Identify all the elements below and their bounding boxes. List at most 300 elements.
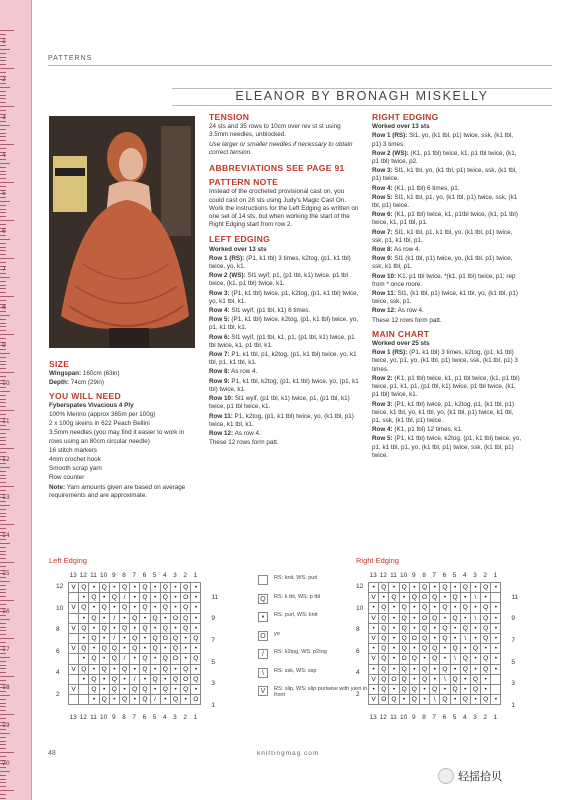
row-text: (K1, p1 tbl) 6 times, p1. (394, 184, 460, 192)
ruler-tick (0, 440, 6, 441)
title-rule-bottom (172, 105, 552, 106)
ruler-tick (0, 589, 6, 590)
row-label: Row 2: (372, 374, 393, 382)
stitch-cell: Q (419, 644, 429, 654)
ruler-tick (0, 148, 6, 149)
row-text: Sl1 wyif, p1, (p1 tbl, k1) twice, p1 tbl twice, (k1, p1 tbl) twice, k1. (209, 272, 348, 288)
stitch-cell: Q (150, 644, 160, 654)
stitch-cell: Q (399, 603, 409, 613)
ruler-tick (0, 642, 6, 643)
stitch-cell: Q (460, 664, 470, 674)
stitch-cell: Q (399, 674, 409, 684)
column-number: 10 (100, 572, 108, 579)
stitch-cell: Q (481, 695, 491, 705)
ruler-tick (0, 133, 6, 134)
ruler-tick (0, 53, 6, 54)
ruler-tick (0, 87, 10, 88)
stitch-cell: • (140, 633, 150, 643)
stitch-cell: • (409, 674, 419, 684)
row-number: 5 (511, 658, 516, 666)
stitch-cell: Q (109, 654, 119, 664)
ruler-tick (0, 744, 6, 745)
stitch-cell: • (470, 583, 480, 593)
stitch-cell: • (450, 623, 460, 633)
row-label: Row 11: (209, 412, 233, 420)
instruction-row (372, 185, 522, 193)
stitch-cell: • (109, 583, 119, 593)
ruler-tick (0, 277, 10, 278)
ruler-tick (0, 292, 6, 293)
note-text: Yarn amounts given are based on average requirements and are approximate. (49, 483, 186, 499)
site-url: knittingmag.com (257, 750, 320, 757)
column-numbers-top (68, 572, 200, 579)
column-number: 10 (100, 713, 108, 721)
stitch-cell: Q (140, 695, 150, 705)
stitch-cell: Q (430, 654, 440, 664)
key-entry (258, 649, 368, 659)
key-symbol: / (258, 649, 268, 659)
instruction-row (372, 307, 522, 315)
chart-row (69, 603, 201, 613)
ruler-number: 7 (2, 266, 6, 273)
stitch-cell: Q (119, 695, 129, 705)
stitch-cell: O (181, 593, 191, 603)
stitch-cell: • (99, 654, 109, 664)
stitch-cell: Q (140, 593, 150, 603)
stitch-cell: V (69, 644, 79, 654)
column-numbers-bottom (368, 714, 500, 721)
ruler-tick (0, 159, 6, 160)
ruler-tick (0, 490, 6, 491)
stitch-cell: • (409, 613, 419, 623)
right-edging-heading: RIGHT EDGING (372, 112, 439, 122)
stitch-cell: O (419, 593, 429, 603)
row-text: (K1, p1 tbl) twice, k1, p1tbl twice, (k1, p1 tbl) twice, k1, p1 tbl, p1. (372, 211, 518, 227)
row-text: These 12 rows form patt. (209, 439, 279, 447)
instruction-row (372, 255, 522, 271)
stitch-cell: O (181, 674, 191, 684)
ruler-number: 9 (2, 342, 6, 349)
column-number: 9 (412, 713, 416, 721)
stitch-cell: • (409, 583, 419, 593)
stitch-cell: Q (399, 664, 409, 674)
ruler-tick (0, 395, 6, 396)
ruler-tick (0, 741, 6, 742)
need-heading: YOU WILL NEED (49, 390, 122, 401)
ruler-tick (0, 281, 6, 282)
stitch-cell: Q (481, 613, 491, 623)
instruction-row (372, 426, 522, 434)
row-number: 10 (356, 604, 364, 612)
stitch-cell: • (119, 674, 129, 684)
stitch-cell: Q (170, 633, 180, 643)
stitch-cell: • (440, 684, 450, 694)
row-text: (P1, k1 tbl) twice, k2tog, (p1, k1 tbl) twice, yo, p1, k1 tbl, p1, yo, (k1 tbl, p1) twice, ssk, (k1 tbl, p1) twice. (372, 435, 522, 459)
ruler-tick (0, 767, 6, 768)
ruler-tick (0, 604, 6, 605)
stitch-cell: • (150, 623, 160, 633)
stitch-cell: • (191, 623, 201, 633)
chart-row (69, 613, 201, 623)
instruction-row (209, 378, 359, 394)
ruler-tick (0, 106, 14, 107)
ruler-tick (0, 125, 10, 126)
ruler-tick (0, 95, 6, 96)
stitch-cell: • (89, 664, 99, 674)
row-number: 9 (211, 615, 216, 623)
stitch-cell: Q (150, 633, 160, 643)
ruler-tick (0, 551, 6, 552)
stitch-cell: V (369, 654, 379, 664)
stitch-cell: • (460, 613, 470, 623)
ruler-tick (0, 600, 14, 601)
key-text: RS: k2tog, WS: p2tog (274, 649, 327, 655)
column-number: 6 (442, 572, 447, 579)
row-text: As row 4. (394, 246, 421, 254)
column-number: 8 (422, 572, 426, 579)
stitch-cell: • (170, 593, 180, 603)
row-label: Row 10: (372, 272, 397, 280)
ruler-tick (0, 653, 6, 654)
ruler-tick (0, 353, 10, 354)
stitch-cell: Q (430, 593, 440, 603)
instruction-row (209, 430, 359, 438)
left-edging-heading: LEFT EDGING (209, 234, 271, 245)
key-symbol: V (258, 686, 268, 696)
column-number: 5 (152, 713, 157, 721)
row-number: 11 (511, 593, 519, 601)
ruler-tick (0, 357, 6, 358)
left-edging-sub: Worked over 13 sts (209, 245, 267, 253)
stitch-cell: • (419, 654, 429, 664)
stitch-cell: • (369, 623, 379, 633)
row-label: Row 11: (372, 290, 396, 298)
ruler-number: 5 (2, 190, 6, 197)
ruler-tick (0, 376, 6, 377)
ruler-tick (0, 414, 6, 415)
ruler-tick (0, 775, 6, 776)
ruler-number: 6 (2, 228, 6, 235)
stitch-cell: • (130, 583, 140, 593)
ruler-tick (0, 334, 14, 335)
ruler-tick (0, 425, 6, 426)
stitch-cell: • (450, 695, 460, 705)
row-label: Row 1 (RS): (372, 132, 408, 140)
ruler-tick (0, 516, 6, 517)
ruler-tick (0, 596, 6, 597)
column-number: 12 (79, 713, 87, 721)
ruler-tick (0, 410, 14, 411)
stitch-cell: Q (450, 593, 460, 603)
row-text: (P1, k1 tbl) twice, p1, k2tog, p1, (k1 tbl, p1) twice, k1 tbl, yo, k1 tbl, yo, (k1 tbl, p1) twice, k1 tbl, p1, ssk, (k1 tbl, p1) twice. (372, 400, 515, 424)
row-label: Row 4: (372, 426, 393, 434)
right-column (372, 113, 522, 461)
ruler-tick (0, 140, 6, 141)
stitch-cell: • (119, 684, 129, 694)
stitch-cell: V (69, 684, 79, 694)
stitch-cell: • (191, 613, 201, 623)
pattern-note-text: Instead of the crocheted provisional cast on, you could cast on 28 sts using Judy's Magic Cast On. Work the instructions for the Left Edging as written on one set of 14 sts, but when working the start of the Right Edging start from row 2. (209, 188, 359, 229)
ruler-tick (0, 665, 6, 666)
ruler-tick (0, 197, 6, 198)
stitch-cell: Q (119, 623, 129, 633)
chart-row (69, 633, 201, 643)
row-number: 12 (356, 583, 364, 590)
row-label: Row 12: (209, 429, 234, 437)
stitch-cell: • (409, 644, 419, 654)
column-number: 8 (422, 713, 426, 721)
ruler-tick (0, 433, 6, 434)
row-text: (P1, k1 tbl) twice, p1, k2tog, (p1, k1 tbl) twice, yo, k1 tbl, k1. (209, 289, 359, 305)
stitch-cell: • (460, 593, 470, 603)
stitch-cell: Q (109, 593, 119, 603)
stitch-cell: • (89, 695, 99, 705)
stitch-cell: Q (409, 695, 419, 705)
row-number: 7 (211, 637, 216, 644)
stitch-cell: • (389, 684, 399, 694)
row-text: Sl1 wyif, (p1 tbl, k1) twice, p1, (p1 tbl, k1) twice, p1 tbl twice, k1. (209, 395, 350, 411)
column-number: 4 (162, 572, 167, 579)
ruler-tick (0, 798, 6, 799)
chart-row (69, 644, 201, 654)
row-text: Sl1, yo, (k1 tbl, p1) twice, ssk, (k1 tbl, p1) 3 times. (372, 132, 514, 148)
ruler-tick (0, 391, 10, 392)
stitch-cell: • (160, 674, 170, 684)
ruler-tick (0, 475, 6, 476)
chart-row (69, 664, 201, 674)
ruler-tick (0, 372, 14, 373)
row-text: Sl1 (k1 tbl, p1) twice, yo, (k1 tbl, p1) twice, ssk, k1 tbl, p1. (372, 255, 513, 271)
stitch-cell: \ (440, 674, 450, 684)
ruler-tick (0, 543, 10, 544)
ruler-tick (0, 581, 10, 582)
stitch-cell: • (419, 695, 429, 705)
watermark-text: 轻揺拾贝 (458, 771, 502, 783)
column-number: 7 (432, 713, 437, 721)
main-chart-rows (372, 349, 522, 460)
ruler-tick (0, 262, 6, 263)
stitch-cell: Q (79, 583, 89, 593)
stitch-cell (69, 674, 79, 684)
row-text: P1, k1 tbl, k2tog, (p1, k1 tbl) twice, yo, (p1, k1 tbl) twice, k1. (209, 377, 359, 393)
instruction-row (372, 167, 522, 183)
row-number: 6 (56, 647, 60, 655)
row-label: Row 8: (372, 246, 393, 254)
stitch-cell: Q (481, 654, 491, 664)
ruler-tick (0, 224, 6, 225)
stitch-cell: Q (140, 603, 150, 613)
column-number: 1 (193, 713, 198, 721)
ruler-tick (0, 285, 6, 286)
ruler-tick (0, 452, 6, 453)
stitch-cell: Q (460, 654, 470, 664)
row-number: 5 (211, 658, 216, 666)
stitch-cell: \ (430, 695, 440, 705)
row-number: 3 (211, 680, 216, 688)
material-item: Smooth scrap yarn (49, 465, 102, 473)
abbreviations-heading: ABBREVIATIONS SEE PAGE 91 (209, 163, 345, 174)
instruction-row (209, 272, 359, 288)
column-number: 3 (173, 572, 177, 579)
stitch-cell: • (389, 613, 399, 623)
chart-row (369, 613, 501, 623)
column-number: 3 (473, 713, 477, 721)
watermark (438, 768, 502, 784)
stitch-cell: Q (79, 623, 89, 633)
stitch-cell: Q (399, 633, 409, 643)
stitch-cell: / (119, 593, 129, 603)
stitch-cell: • (150, 654, 160, 664)
stitch-cell: • (470, 664, 480, 674)
column-number: 3 (173, 713, 177, 721)
instruction-row (209, 439, 359, 447)
stitch-cell: • (430, 674, 440, 684)
stitch-cell: • (130, 664, 140, 674)
ruler-tick (0, 364, 6, 365)
instruction-row (372, 229, 522, 245)
ruler-tick (0, 311, 6, 312)
stitch-cell: Q (79, 603, 89, 613)
size-heading: SIZE (49, 359, 70, 369)
ruler-tick (0, 577, 6, 578)
stitch-cell: • (369, 684, 379, 694)
ruler-number: 11 (2, 418, 10, 425)
stitch-cell: Q (481, 583, 491, 593)
row-number: 11 (211, 593, 219, 601)
ruler-tick (0, 657, 10, 658)
measuring-ruler (0, 0, 32, 800)
stitch-cell: • (79, 674, 89, 684)
stitch-cell: • (389, 644, 399, 654)
stitch-cell: • (109, 623, 119, 633)
stitch-cell: Q (181, 664, 191, 674)
row-text: K1, p1 tbl twice, *(k1, p1 tbl) twice, p1; rep from * once more. (372, 272, 516, 288)
ruler-tick (0, 300, 6, 301)
materials-list (49, 411, 197, 483)
stitch-cell: • (109, 695, 119, 705)
stitch-cell: • (89, 623, 99, 633)
stitch-cell: • (181, 633, 191, 643)
ruler-number: 2 (2, 76, 6, 83)
stitch-cell: • (89, 644, 99, 654)
stitch-cell: Q (181, 613, 191, 623)
ruler-tick (0, 729, 6, 730)
ruler-tick (0, 368, 6, 369)
tension-note: Use larger or smaller needles if necessary to obtain correct tension. (209, 140, 353, 156)
row-label: Row 6: (209, 333, 230, 341)
stitch-cell: • (170, 623, 180, 633)
page-number: 48 (48, 750, 56, 757)
stitch-cell: Q (150, 613, 160, 623)
row-label: Row 2 (WS): (372, 149, 409, 157)
stitch-cell: Q (109, 674, 119, 684)
row-text: As row 4. (397, 307, 424, 315)
row-label: Row 9: (372, 255, 393, 263)
column-number: 12 (79, 572, 87, 579)
stitch-cell: • (440, 654, 450, 664)
column-number: 5 (452, 713, 457, 721)
stitch-cell: O (379, 695, 389, 705)
stitch-cell: • (160, 695, 170, 705)
key-text: yo (274, 630, 280, 637)
stitch-cell: • (191, 664, 201, 674)
stitch-cell: • (119, 644, 129, 654)
stitch-cell: Q (389, 695, 399, 705)
instruction-row (372, 132, 522, 148)
stitch-cell: O (191, 695, 201, 705)
row-text: Sl1, (k1 tbl, p1) twice, k1 tbl, yo, (k1 tbl, p1) twice, ssk, p1. (372, 290, 518, 306)
stitch-cell: • (491, 633, 501, 643)
ruler-tick (0, 703, 6, 704)
ruler-tick (0, 623, 6, 624)
row-text: (K1, p1 tbl) twice, k1, p1 tbl twice, (k1, p1 tbl) twice, p1, k1, p1, (p1 tbl, k1) twice, p1 tbl twice, (k1, p1 tbl) twice, k1. (372, 374, 520, 399)
stitch-cell: • (170, 583, 180, 593)
chart-row (369, 603, 501, 613)
stitch-cell: Q (191, 674, 201, 684)
column-number: 12 (379, 713, 387, 721)
chart-row (369, 674, 501, 684)
ruler-tick (0, 501, 6, 502)
ruler-tick (0, 216, 6, 217)
stitch-cell: • (389, 633, 399, 643)
ruler-tick (0, 524, 14, 525)
stitch-cell: • (399, 593, 409, 603)
stitch-cell: • (491, 695, 501, 705)
row-label: Row 5: (372, 435, 393, 443)
depth-label: Depth: (49, 379, 69, 387)
ruler-number: 15 (2, 570, 10, 577)
ruler-tick (0, 323, 6, 324)
ruler-tick (0, 64, 6, 65)
row-text: These 12 rows form patt. (372, 316, 442, 324)
stitch-cell: • (130, 603, 140, 613)
column-number: 6 (142, 572, 147, 579)
right-edging-sub: Worked over 13 sts (372, 123, 430, 131)
ruler-tick (0, 102, 6, 103)
ruler-number: 10 (2, 380, 10, 387)
row-text: As row 4. (234, 429, 261, 437)
ruler-tick (0, 429, 10, 430)
stitch-cell: O (419, 613, 429, 623)
yarn-name: Fyberspates Vivacious 4 Ply (49, 401, 134, 409)
stitch-cell: • (491, 644, 501, 654)
stitch-cell: Q (99, 664, 109, 674)
stitch-cell: • (99, 684, 109, 694)
stitch-cell: O (170, 654, 180, 664)
stitch-grid (368, 582, 501, 705)
stitch-cell: • (140, 644, 150, 654)
stitch-cell: Q (399, 613, 409, 623)
ruler-tick (0, 554, 6, 555)
chart-row (369, 583, 501, 593)
column-number: 7 (132, 713, 137, 721)
ruler-tick (0, 247, 6, 248)
ruler-tick (0, 782, 6, 783)
stitch-cell: • (119, 613, 129, 623)
ruler-tick (0, 779, 6, 780)
stitch-cell: V (369, 695, 379, 705)
row-label: Row 5: (209, 316, 230, 324)
ruler-tick (0, 448, 14, 449)
column-number: 6 (442, 713, 447, 721)
row-number: 10 (56, 604, 64, 612)
stitch-cell: • (130, 654, 140, 664)
stitch-cell: Q (399, 684, 409, 694)
stitch-cell: Q (89, 593, 99, 603)
row-text: Sl1 wyif, (p1 tbl, k1, p1, (p1 tbl, k1) twice, p1 tbl twice, k1, p1 tbl, k1. (209, 333, 355, 349)
stitch-cell: • (79, 593, 89, 603)
row-text: (K1, p1 tbl) 12 times, k1. (394, 426, 463, 434)
